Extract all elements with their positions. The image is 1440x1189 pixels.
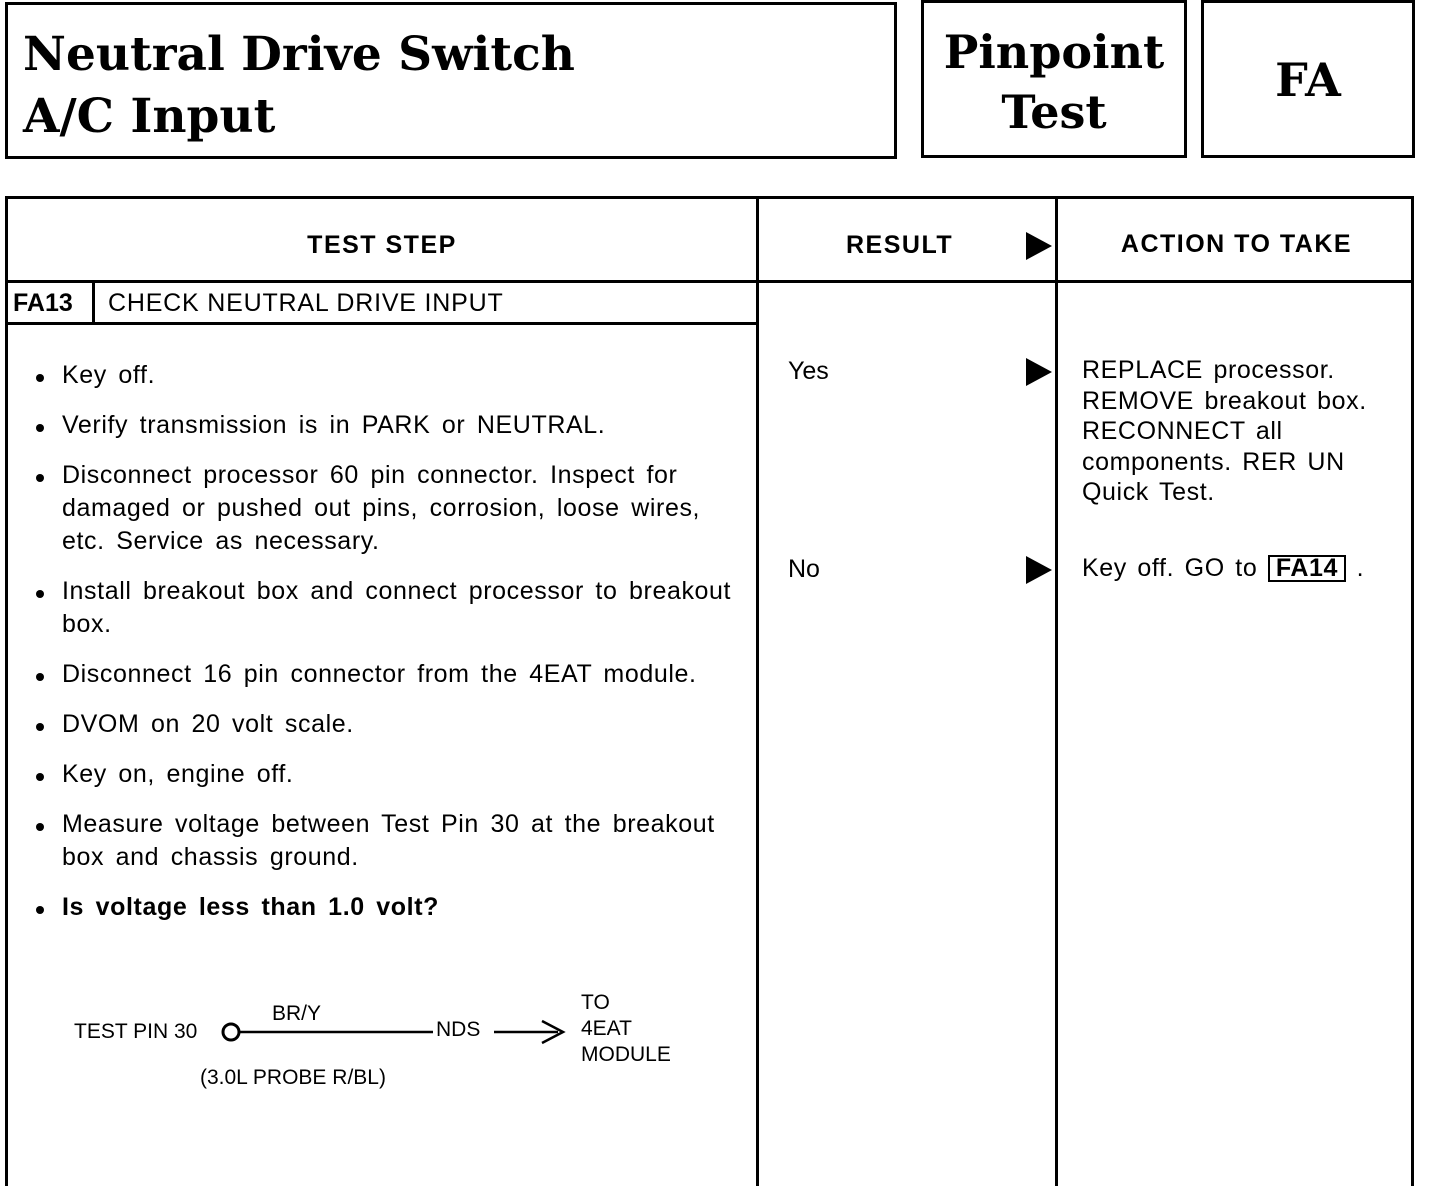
page-title-line1: Neutral Drive Switch	[23, 27, 575, 82]
step-code: FA13	[13, 289, 73, 317]
action-line: Quick Test.	[1082, 478, 1215, 506]
list-item: Key on, engine off.	[33, 758, 733, 791]
action-text-end: .	[1356, 554, 1365, 582]
column-header-test-step: TEST STEP	[307, 231, 457, 259]
test-table	[5, 196, 1414, 1186]
arrow-right-icon	[1026, 556, 1052, 584]
action-yes	[1082, 355, 1412, 508]
nds-label: NDS	[436, 1018, 481, 1041]
list-item: Install breakout box and connect processor to breakout box.	[33, 575, 733, 641]
action-line: components. RER UN	[1082, 447, 1345, 476]
column-header-result: RESULT	[846, 231, 954, 259]
test-pin-circle-icon	[223, 1024, 239, 1040]
module-label: MODULE	[581, 1043, 671, 1066]
page-title-line2: A/C Input	[23, 89, 276, 144]
test-pin-label: TEST PIN 30	[74, 1020, 198, 1043]
arrow-right-icon	[1026, 358, 1052, 386]
list-item-question: Is voltage less than 1.0 volt?	[33, 891, 733, 924]
test-code: FA	[1275, 53, 1341, 107]
action-no	[1082, 553, 1412, 584]
action-text: Key off. GO to	[1082, 554, 1258, 582]
list-item: Measure voltage between Test Pin 30 at the breakout box and chassis ground.	[33, 808, 733, 874]
probe-note: (3.0L PROBE R/BL)	[200, 1066, 386, 1089]
list-item: Disconnect processor 60 pin connector. Inspect for damaged or pushed out pins, corrosion, loose wires, etc. Service as necessary.	[33, 459, 733, 558]
wire-color-label: BR/Y	[272, 1002, 322, 1025]
column-header-action: ACTION TO TAKE	[1120, 230, 1353, 258]
list-item: Verify transmission is in PARK or NEUTRAL.	[33, 409, 733, 442]
to-label: TO	[581, 991, 610, 1014]
title-box	[5, 2, 897, 159]
module-name-label: 4EAT	[581, 1017, 632, 1040]
pinpoint-label: Pinpoint	[943, 25, 1165, 79]
column-divider	[1055, 199, 1058, 1186]
pinpoint-test-box	[921, 0, 1187, 158]
test-code-box	[1201, 0, 1415, 158]
result-yes: Yes	[788, 357, 829, 385]
test-label: Test	[1001, 85, 1107, 139]
list-item: DVOM on 20 volt scale.	[33, 708, 733, 741]
action-line: REMOVE breakout box.	[1082, 386, 1367, 415]
action-line: REPLACE processor.	[1082, 356, 1335, 384]
list-item: Key off.	[33, 359, 733, 392]
arrow-right-icon	[1026, 232, 1052, 260]
step-title: CHECK NEUTRAL DRIVE INPUT	[108, 289, 504, 317]
step-reference-fa14[interactable]: FA14	[1268, 555, 1346, 582]
action-line: RECONNECT all	[1082, 417, 1283, 445]
list-item: Disconnect 16 pin connector from the 4EAT module.	[33, 658, 733, 691]
result-no: No	[788, 555, 820, 583]
